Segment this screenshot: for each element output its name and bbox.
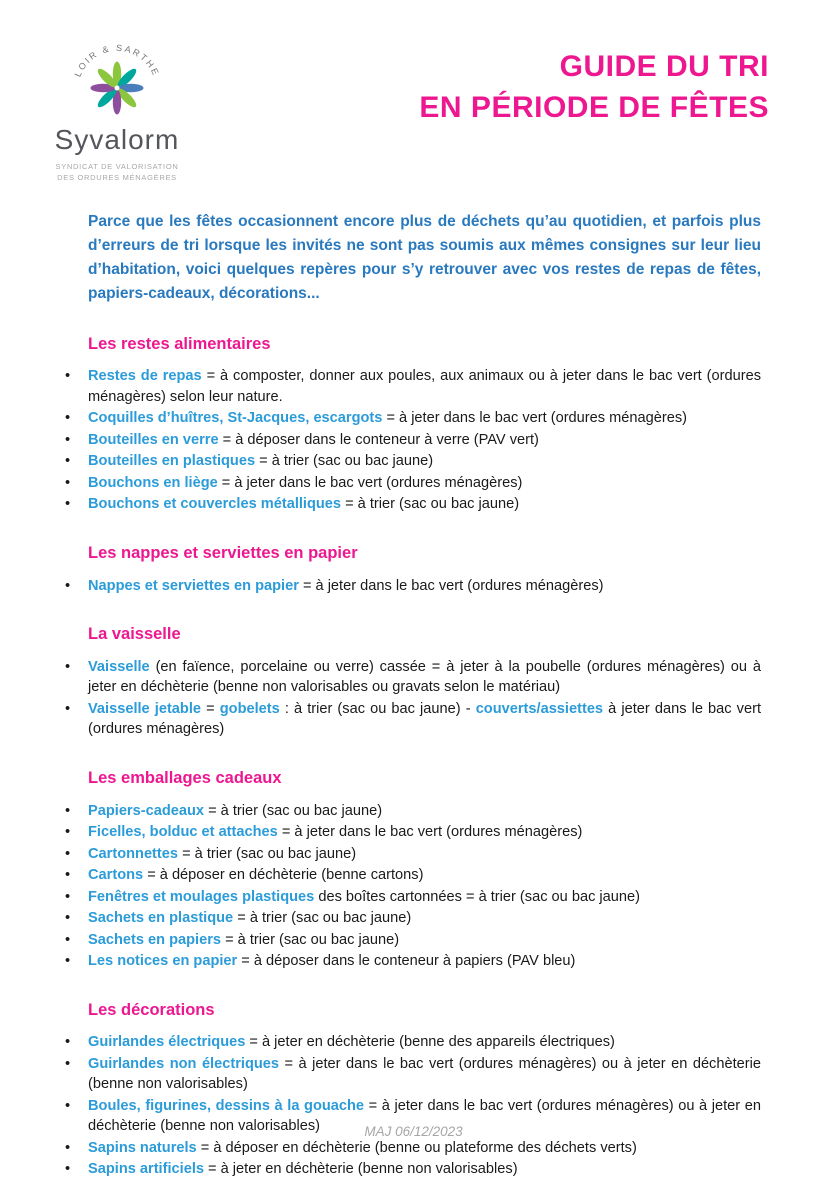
item-term: Les notices en papier	[88, 953, 238, 970]
item-text: = à jeter en déchèterie (benne des appareils électriques)	[245, 1034, 615, 1051]
item-term: Bouteilles en verre	[88, 431, 219, 448]
document-header	[0, 0, 827, 184]
item-text: = à trier (sac ou bac jaune)	[233, 910, 412, 927]
list-item	[88, 822, 761, 843]
list-item	[88, 844, 761, 865]
document-title	[419, 46, 769, 129]
item-term: Bouteilles en plastiques	[88, 453, 256, 470]
list-item	[88, 1138, 761, 1159]
section-heading: La vaisselle	[88, 625, 181, 644]
item-text: = à déposer dans le conteneur à verre (PAV vert)	[218, 431, 539, 448]
item-term: Sachets en papiers	[88, 931, 222, 948]
item-text: =	[201, 700, 220, 717]
sections-container	[88, 335, 761, 1180]
item-text: = à jeter dans le bac vert (ordures ménagères) ou à jeter en déchèterie (benne non valorisables)	[88, 1055, 761, 1093]
item-text: = à trier (sac ou bac jaune)	[255, 453, 434, 470]
item-term: Sapins naturels	[88, 1139, 197, 1156]
list-item	[88, 657, 761, 698]
item-term: Coquilles d’huîtres, St-Jacques, escargots	[88, 410, 383, 427]
item-list	[88, 1032, 761, 1180]
section	[88, 625, 761, 740]
logo-arc-text: LOIR & SARTHE	[72, 42, 162, 79]
list-item	[88, 1032, 761, 1053]
logo-wordmark: Syvalorm	[54, 124, 180, 155]
item-term: Papiers-cadeaux	[88, 802, 205, 819]
list-item	[88, 930, 761, 951]
item-term: Cartonnettes	[88, 845, 179, 862]
item-text: = à jeter dans le bac vert (ordures ménagères)	[217, 474, 523, 491]
item-text: = à jeter dans le bac vert (ordures ménagères) ou à jeter en déchèterie (benne non valorisables)	[88, 1097, 761, 1135]
section	[88, 769, 761, 972]
item-term: Boules, figurines, dessins à la gouache	[88, 1097, 365, 1114]
list-item	[88, 865, 761, 886]
item-term: Guirlandes électriques	[88, 1034, 246, 1051]
logo-subtitle-line1: SYNDICAT DE VALORISATION	[55, 162, 179, 171]
item-term: Bouchons et couvercles métalliques	[88, 496, 342, 513]
item-term: Restes de repas	[88, 368, 202, 385]
item-term: Nappes et serviettes en papier	[88, 577, 299, 594]
flower-petals	[91, 62, 144, 115]
item-text: = à composter, donner aux poules, aux animaux ou à jeter dans le bac vert (ordures ménagères) selon leur nature.	[88, 368, 761, 405]
list-item	[88, 887, 761, 908]
item-term: Vaisselle jetable	[88, 700, 202, 717]
section	[88, 1001, 761, 1180]
item-text: = à trier (sac ou bac jaune)	[341, 496, 520, 513]
list-item	[88, 408, 761, 429]
item-text: = à trier (sac ou bac jaune)	[221, 931, 400, 948]
logo-subtitle-line2: DES ORDURES MÉNAGÈRES	[57, 173, 177, 183]
item-term: couverts/assiettes	[475, 700, 604, 717]
list-item	[88, 576, 761, 597]
item-term: Sachets en plastique	[88, 910, 234, 927]
item-text: = à jeter dans le bac vert (ordures ménagères)	[277, 824, 583, 841]
section-heading: Les restes alimentaires	[88, 334, 271, 353]
item-text: = à déposer dans le conteneur à papiers (PAV bleu)	[237, 953, 576, 970]
section	[88, 544, 761, 596]
item-text: = à trier (sac ou bac jaune)	[178, 845, 357, 862]
item-term: Guirlandes non électriques	[88, 1055, 279, 1072]
item-text: : à trier (sac ou bac jaune) -	[279, 700, 476, 717]
list-item	[88, 366, 761, 407]
item-term: Sapins artificiels	[88, 1161, 204, 1178]
item-list	[88, 657, 761, 740]
list-item	[88, 451, 761, 472]
title-line-2: EN PÉRIODE DE FÊTES	[419, 91, 769, 125]
list-item	[88, 473, 761, 494]
item-text: = à déposer en déchèterie (benne cartons)	[143, 867, 424, 884]
item-text: = à jeter dans le bac vert (ordures ménagères)	[382, 410, 687, 427]
list-item	[88, 430, 761, 451]
section-heading: Les nappes et serviettes en papier	[88, 543, 358, 562]
item-list	[88, 801, 761, 972]
section-heading: Les emballages cadeaux	[88, 768, 282, 787]
list-item	[88, 951, 761, 972]
syvalorm-logo	[28, 28, 206, 184]
intro-paragraph: Parce que les fêtes occasionnent encore plus de déchets qu’au quotidien, et parfois plus d’erreurs de tri lorsque les invités ne sont pas soumis aux mêmes consignes sur leur lieu d’habitation, voici quelques repères pour s’y retrouver avec vos restes de repas de fêtes, papiers-cadeaux, décorations...	[88, 212, 761, 302]
item-text: des boîtes cartonnées = à trier (sac ou bac jaune)	[314, 888, 640, 905]
flower-icon	[28, 28, 206, 124]
item-list	[88, 576, 761, 597]
list-item	[88, 699, 761, 740]
item-term: Ficelles, bolduc et attaches	[88, 824, 278, 841]
item-term: Cartons	[88, 867, 144, 884]
item-term: Vaisselle	[88, 658, 150, 675]
list-item	[88, 908, 761, 929]
list-item	[88, 1159, 761, 1180]
list-item	[88, 801, 761, 822]
item-text: = à déposer en déchèterie (benne ou plateforme des déchets verts)	[196, 1139, 637, 1156]
item-term: gobelets	[219, 700, 280, 717]
section	[88, 335, 761, 515]
item-text: (en faïence, porcelaine ou verre) cassée = à jeter à la poubelle (ordures ménagères) ou à jeter en déchèterie (benne non valorisables ou gravats selon le matériau)	[88, 658, 761, 696]
item-text: = à trier (sac ou bac jaune)	[204, 802, 383, 819]
item-term: Bouchons en liège	[88, 474, 218, 491]
footer-date: MAJ 06/12/2023	[364, 1124, 463, 1139]
section-heading: Les décorations	[88, 1000, 215, 1019]
logo-subtitle	[28, 161, 206, 184]
list-item	[88, 494, 761, 515]
document-content	[0, 210, 827, 1180]
item-text: = à jeter dans le bac vert (ordures ménagères)	[298, 577, 604, 594]
item-term: Fenêtres et moulages plastiques	[88, 888, 315, 905]
item-list	[88, 366, 761, 515]
title-line-1: GUIDE DU TRI	[559, 50, 769, 83]
list-item	[88, 1054, 761, 1095]
item-text: = à jeter en déchèterie (benne non valorisables)	[204, 1161, 518, 1178]
item-text: à jeter dans le bac vert (ordures ménagères)	[88, 700, 762, 738]
